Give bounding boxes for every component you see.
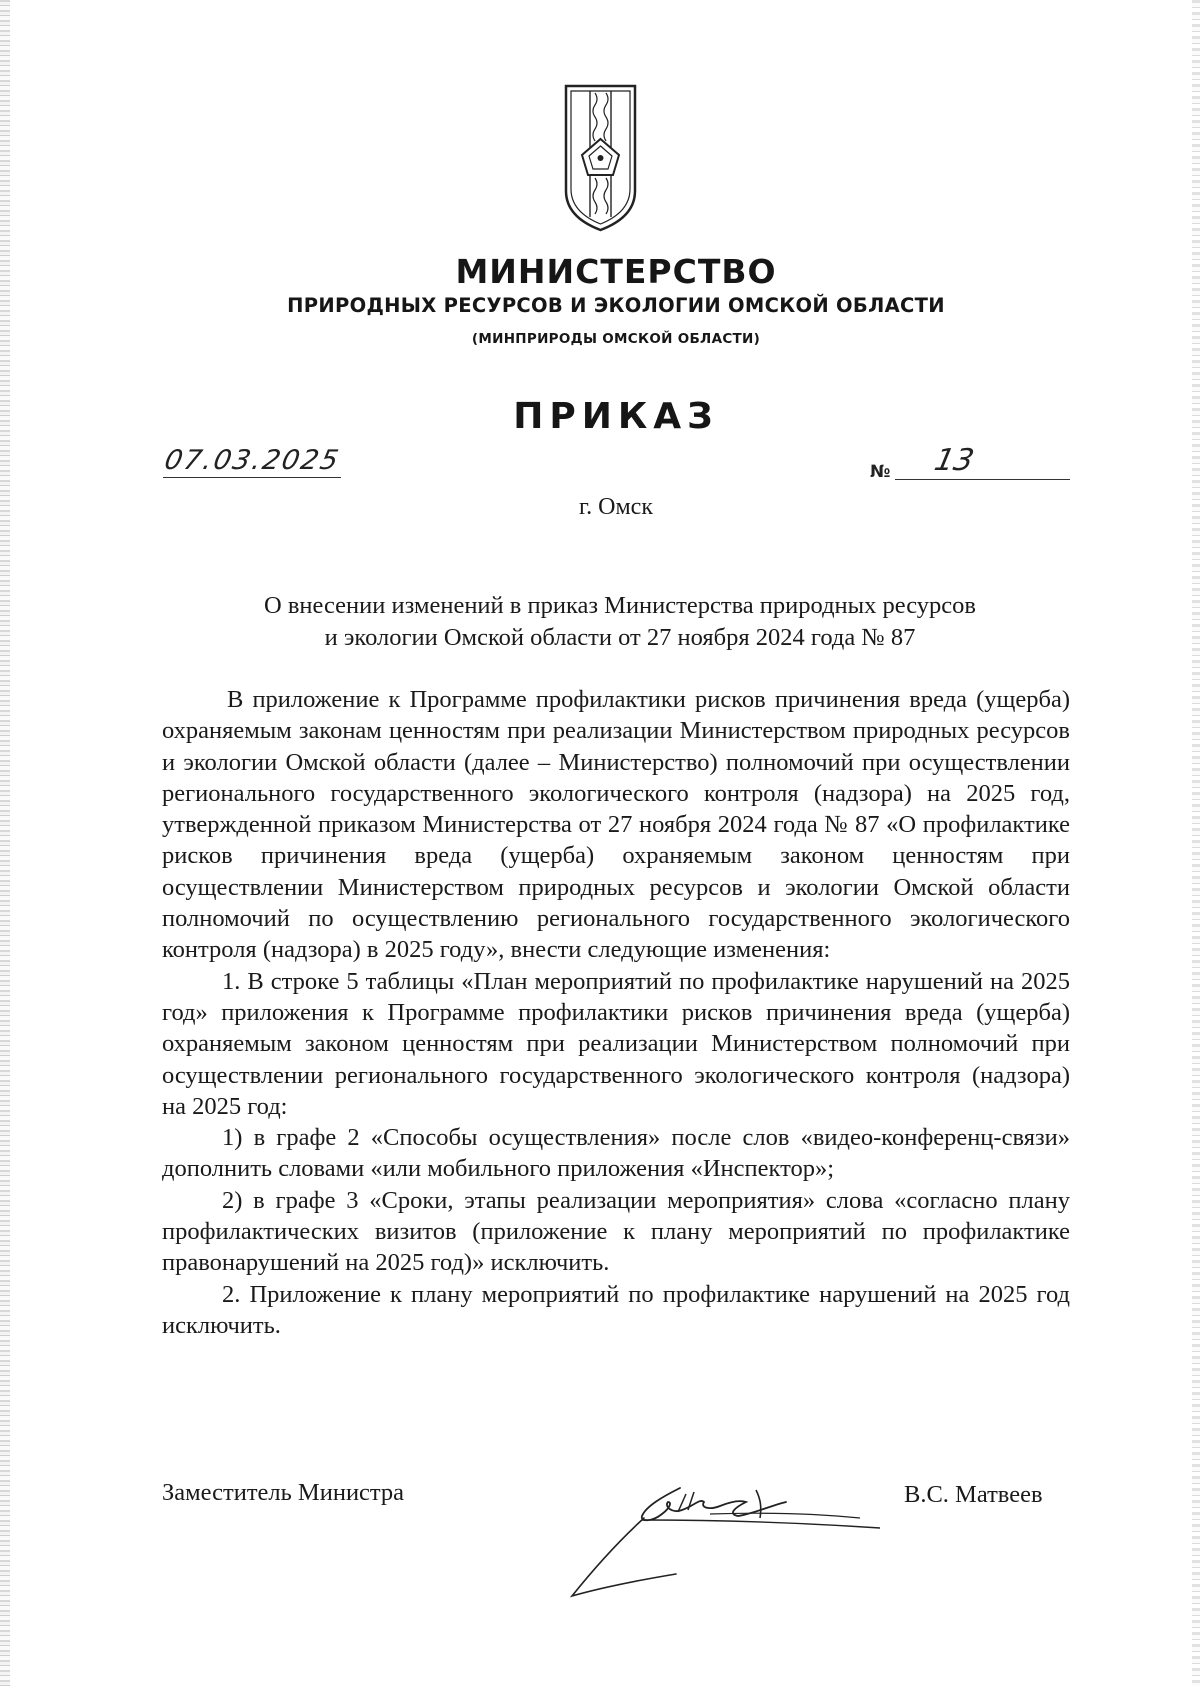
ministry-title: МИНИСТЕРСТВО <box>455 252 777 291</box>
body-paragraph-item-1: 1. В строке 5 таблицы «План мероприятий по профилактике нарушений на 2025 год» приложения к Программе профилактики рисков причинения вреда (ущерба) охраняемым законом ценностям при реализации Министерством полномочий при осуществлении регионального государственного экологического контроля (надзора) на 2025 год: <box>162 967 1070 1120</box>
order-body <box>162 684 1070 1341</box>
signatory-name: В.С. Матвеев <box>904 1481 1043 1508</box>
order-subject <box>160 590 1080 654</box>
order-number-field <box>895 443 1070 480</box>
body-paragraph-subitem-2: 2) в графе 3 «Сроки, этапы реализации мероприятия» слова «согласно плану профилактических визитов (приложение к плану мероприятий по профилактике правонарушений на 2025 год)» исключить. <box>162 1186 1070 1277</box>
order-date-field <box>163 443 341 478</box>
handwritten-signature <box>560 1470 895 1605</box>
subject-line-2: и экологии Омской области от 27 ноября 2024 года № 87 <box>324 624 916 651</box>
coat-of-arms-icon <box>563 83 638 233</box>
ministry-short-name: (МИНПРИРОДЫ ОМСКОЙ ОБЛАСТИ) <box>471 331 761 347</box>
signatory-position: Заместитель Министра <box>162 1479 405 1506</box>
body-paragraph-item-2: 2. Приложение к плану мероприятий по профилактике нарушений на 2025 год исключить. <box>162 1280 1070 1339</box>
order-city: г. Омск <box>579 494 653 520</box>
order-date: 07.03.2025 <box>161 445 343 476</box>
order-number: 13 <box>931 443 977 478</box>
subject-line-1: О внесении изменений в приказ Министерства природных ресурсов <box>264 592 976 619</box>
document-type-title: ПРИКАЗ <box>513 396 719 437</box>
body-paragraph-subitem-1: 1) в графе 2 «Способы осуществления» после слов «видео-конференц-связи» дополнить словами «или мобильного приложения «Инспектор»; <box>162 1124 1070 1183</box>
body-paragraph-preamble: В приложение к Программе профилактики рисков причинения вреда (ущерба) охраняемым законам ценностям при реализации Министерством природных ресурсов и экологии Омской области (далее – Министерство) полномочий при осуществлении регионального государственного экологического контроля (надзора) на 2025 год, утвержденной приказом Министерства от 27 ноября 2024 года № 87 «О профилактике рисков причинения вреда (ущерба) охраняемым законом ценностям при осуществлении Министерством природных ресурсов и экологии Омской области полномочий по осуществлению регионального государственного экологического контроля (надзора) в 2025 году», внести следующие изменения: <box>162 686 1070 964</box>
order-number-label: № <box>870 462 891 482</box>
ministry-full-name: ПРИРОДНЫХ РЕСУРСОВ И ЭКОЛОГИИ ОМСКОЙ ОБЛАСТИ <box>287 294 945 317</box>
